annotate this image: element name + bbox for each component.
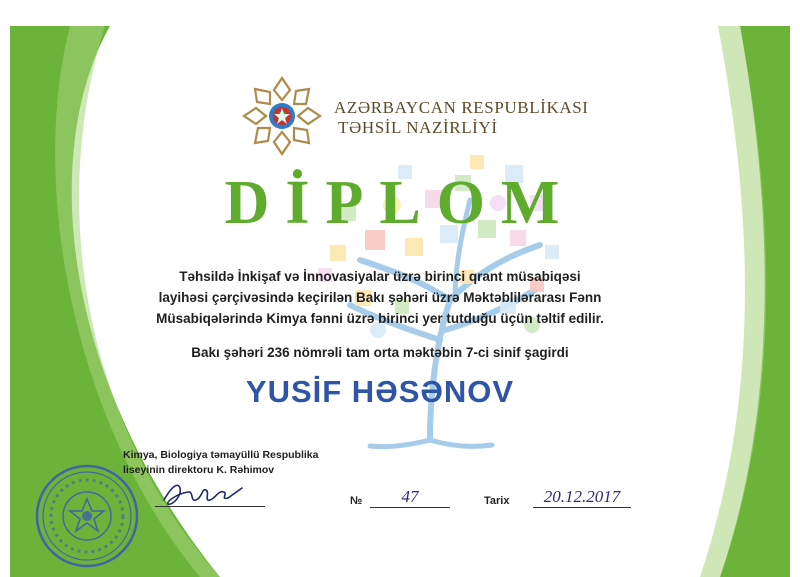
award-line-2: layihəsi çərçivəsində keçirilən Bakı şəhəri üzrə Məktəblilərarası Fənn [158,290,602,305]
director-signature [158,476,248,510]
ministry-name [334,98,589,138]
ministry-line-1: AZƏRBAYCAN RESPUBLİKASI [334,98,589,117]
ministry-line-2: TƏHSİL NAZİRLİYİ [338,118,498,137]
signature-line [155,506,265,507]
number-value: 47 [370,487,450,508]
official-stamp [34,463,140,569]
student-name: YUSİF HƏSƏNOV [245,374,515,409]
diploma-title: DİPLOM [224,169,576,237]
student-school-line: Bakı şəhəri 236 nömrəli tam orta məktəbin 7-ci sinif şagirdi [191,345,569,360]
director-info [123,448,318,478]
ministry-emblem-icon [236,70,328,162]
director-line-2: liseyinin direktoru K. Rəhimov [123,464,275,476]
award-text [120,266,640,329]
number-label: № [350,495,363,507]
date-value: 20.12.2017 [533,487,631,508]
director-line-1: Kimya, Biologiya təmayüllü Respublika [123,449,319,461]
award-line-1: Təhsildə İnkişaf və İnnovasiyalar üzrə birinci qrant müsabiqəsi [179,269,581,284]
date-label: Tarix [484,495,510,507]
award-line-3: Müsabiqələrində Kimya fənni üzrə birinci yer tutduğu üçün təltif edilir. [156,311,604,326]
